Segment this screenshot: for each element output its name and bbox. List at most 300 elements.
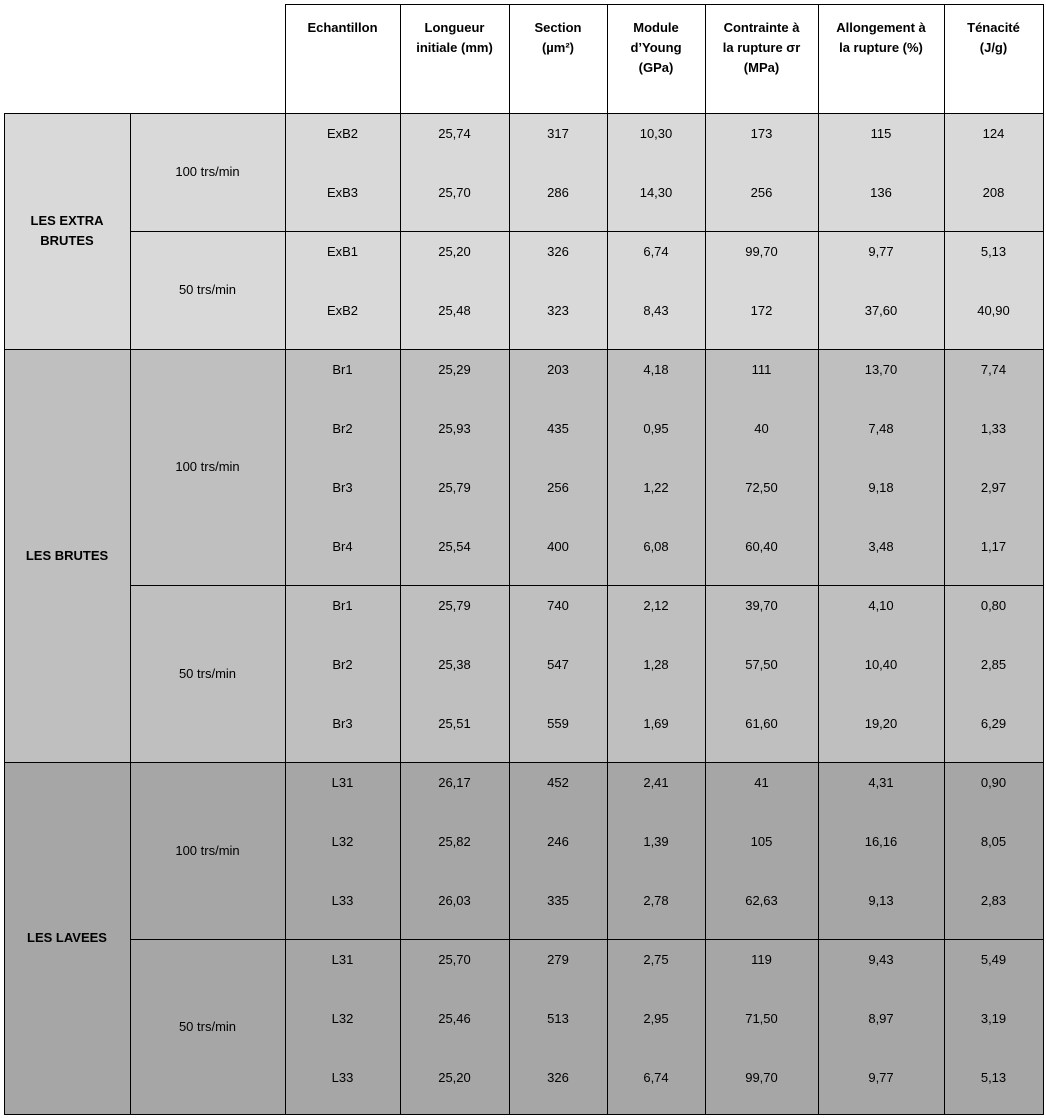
cell-text: 25,20 — [438, 244, 471, 259]
sample-cell — [285, 703, 400, 762]
header-line: (J/g) — [979, 40, 1008, 55]
value-cell — [509, 231, 607, 290]
sample-cell — [285, 408, 400, 467]
cell-text: 5,49 — [980, 952, 1007, 967]
grid-line — [818, 4, 819, 1115]
header-label — [307, 18, 377, 38]
cell-text: 279 — [547, 952, 569, 967]
cell-text: 6,08 — [643, 539, 669, 554]
header-line: Echantillon — [307, 20, 378, 35]
cell-text: 2,41 — [643, 775, 669, 790]
value-cell — [944, 939, 1043, 998]
value-cell — [944, 526, 1043, 585]
value-cell — [400, 526, 509, 585]
value-cell — [818, 644, 944, 703]
value-cell — [818, 467, 944, 526]
cell-text: 9,43 — [868, 952, 894, 967]
value-cell — [705, 762, 818, 821]
value-cell — [818, 880, 944, 939]
value-cell — [400, 113, 509, 172]
cell-text: 5,13 — [980, 1070, 1007, 1085]
cell-text: 41 — [754, 775, 769, 790]
grid-line — [285, 4, 286, 1115]
cell-text: 10,40 — [864, 657, 898, 672]
value-cell — [705, 703, 818, 762]
value-cell — [818, 821, 944, 880]
grid-line — [509, 4, 510, 1115]
cell-text: 25,46 — [438, 1011, 471, 1026]
cell-text: 7,48 — [868, 421, 894, 436]
header-longueur — [400, 4, 509, 113]
sample-cell — [285, 821, 400, 880]
cell-text: 26,17 — [438, 775, 471, 790]
value-cell — [509, 349, 607, 408]
cell-text: L31 — [331, 775, 354, 790]
value-cell — [607, 408, 705, 467]
grid-line — [4, 113, 5, 1115]
cell-text: 9,77 — [868, 244, 894, 259]
value-cell — [944, 998, 1043, 1057]
speed-label: 100 trs/min — [175, 459, 240, 474]
cell-text: 40 — [754, 421, 769, 436]
cell-text: 4,31 — [868, 775, 894, 790]
sample-cell — [285, 172, 400, 231]
value-cell — [705, 349, 818, 408]
header-line: initiale (mm) — [416, 40, 493, 55]
speed-cell — [130, 762, 285, 939]
cell-text: 1,17 — [980, 539, 1007, 554]
cell-text: 2,78 — [643, 893, 669, 908]
cell-text: 10,30 — [639, 126, 673, 141]
cell-text: ExB3 — [326, 185, 359, 200]
value-cell — [818, 290, 944, 349]
value-cell — [400, 762, 509, 821]
cell-text: 286 — [547, 185, 569, 200]
value-cell — [705, 231, 818, 290]
cell-text: 559 — [547, 716, 569, 731]
cell-text: 105 — [750, 834, 773, 849]
cell-text: 0,80 — [980, 598, 1007, 613]
cell-text: 6,74 — [643, 1070, 669, 1085]
grid-line — [705, 4, 706, 1115]
value-cell — [400, 408, 509, 467]
cell-text: 61,60 — [745, 716, 778, 731]
cell-text: 246 — [547, 834, 569, 849]
cell-text: 25,20 — [438, 1070, 471, 1085]
value-cell — [509, 172, 607, 231]
cell-text: 119 — [751, 952, 772, 967]
grid-line — [4, 762, 1044, 763]
group-label — [31, 211, 104, 251]
cell-text: L32 — [331, 834, 354, 849]
value-cell — [944, 880, 1043, 939]
cell-text: 173 — [750, 126, 773, 141]
grid-line — [130, 585, 1044, 586]
cell-text: 40,90 — [977, 303, 1010, 318]
value-cell — [818, 703, 944, 762]
cell-text: Br1 — [332, 598, 353, 613]
value-cell — [400, 585, 509, 644]
value-cell — [607, 172, 705, 231]
value-cell — [944, 172, 1043, 231]
cell-text: 740 — [547, 598, 569, 613]
cell-text: 326 — [547, 1070, 569, 1085]
header-line: la rupture σr — [722, 40, 801, 55]
header-label — [723, 18, 801, 78]
sample-cell — [285, 113, 400, 172]
value-cell — [818, 408, 944, 467]
cell-text: 0,95 — [643, 421, 669, 436]
grid-line — [4, 113, 1044, 114]
value-cell — [509, 939, 607, 998]
cell-text: 8,43 — [643, 303, 669, 318]
header-line: Allongement à — [836, 20, 926, 35]
value-cell — [944, 231, 1043, 290]
header-line: Longueur — [424, 20, 485, 35]
cell-text: 8,97 — [868, 1011, 894, 1026]
value-cell — [400, 290, 509, 349]
cell-text: 172 — [750, 303, 773, 318]
sample-cell — [285, 349, 400, 408]
value-cell — [400, 644, 509, 703]
cell-text: 72,50 — [745, 480, 778, 495]
value-cell — [400, 467, 509, 526]
cell-text: L32 — [331, 1011, 354, 1026]
cell-text: 25,51 — [438, 716, 471, 731]
value-cell — [705, 939, 818, 998]
group-cell — [4, 349, 130, 762]
grid-line — [130, 939, 1044, 940]
cell-text: Br1 — [332, 362, 353, 377]
value-cell — [607, 349, 705, 408]
cell-text: 25,54 — [438, 539, 471, 554]
value-cell — [607, 762, 705, 821]
cell-text: Br3 — [332, 480, 353, 495]
header-echantillon — [285, 4, 400, 113]
value-cell — [607, 880, 705, 939]
value-cell — [607, 585, 705, 644]
value-cell — [705, 585, 818, 644]
value-cell — [944, 408, 1043, 467]
value-cell — [509, 762, 607, 821]
speed-label: 100 trs/min — [175, 842, 240, 858]
header-line: (µm²) — [541, 40, 575, 55]
cell-text: 57,50 — [745, 657, 778, 672]
cell-text: 136 — [870, 185, 892, 200]
cell-text: Br3 — [332, 716, 353, 731]
group-line: LES BRUTES — [25, 547, 109, 563]
group-cell — [4, 113, 130, 349]
sample-cell — [285, 939, 400, 998]
value-cell — [400, 231, 509, 290]
value-cell — [400, 703, 509, 762]
cell-text: 25,79 — [438, 598, 471, 613]
cell-text: 25,48 — [438, 303, 471, 318]
grid-line — [1043, 4, 1044, 1115]
value-cell — [705, 113, 818, 172]
cell-text: 2,85 — [980, 657, 1007, 672]
value-cell — [607, 526, 705, 585]
value-cell — [705, 821, 818, 880]
cell-text: 5,13 — [980, 244, 1007, 259]
value-cell — [705, 644, 818, 703]
header-contrainte — [705, 4, 818, 113]
cell-text: 2,95 — [643, 1011, 669, 1026]
value-cell — [705, 408, 818, 467]
value-cell — [607, 1057, 705, 1114]
cell-text: 1,69 — [643, 716, 669, 731]
header-label — [836, 18, 926, 58]
cell-text: 115 — [870, 126, 892, 141]
value-cell — [607, 998, 705, 1057]
value-cell — [944, 585, 1043, 644]
value-cell — [400, 880, 509, 939]
value-cell — [400, 998, 509, 1057]
cell-text: 39,70 — [745, 598, 778, 613]
cell-text: Br4 — [332, 539, 353, 554]
cell-text: 335 — [547, 893, 569, 908]
value-cell — [818, 349, 944, 408]
value-cell — [400, 939, 509, 998]
cell-text: 0,90 — [980, 775, 1007, 790]
header-section — [509, 4, 607, 113]
sample-cell — [285, 467, 400, 526]
cell-text: 323 — [547, 303, 569, 318]
cell-text: 2,75 — [643, 952, 669, 967]
value-cell — [705, 1057, 818, 1114]
cell-text: 99,70 — [745, 1070, 778, 1085]
value-cell — [944, 821, 1043, 880]
cell-text: 203 — [547, 362, 569, 377]
cell-text: Br2 — [332, 421, 353, 436]
cell-text: 6,74 — [643, 244, 669, 259]
cell-text: 1,22 — [643, 480, 669, 495]
cell-text: 9,13 — [868, 893, 894, 908]
header-line: Contrainte à — [723, 20, 800, 35]
cell-text: 4,18 — [643, 362, 669, 377]
speed-cell — [130, 113, 285, 231]
value-cell — [509, 526, 607, 585]
value-cell — [818, 172, 944, 231]
header-module — [607, 4, 705, 113]
value-cell — [607, 821, 705, 880]
header-line: Module — [633, 20, 679, 35]
cell-text: 71,50 — [745, 1011, 778, 1026]
value-cell — [607, 939, 705, 998]
sample-cell — [285, 998, 400, 1057]
cell-text: 14,30 — [639, 185, 673, 200]
cell-text: 547 — [547, 657, 569, 672]
value-cell — [509, 585, 607, 644]
value-cell — [944, 113, 1043, 172]
header-line: la rupture (%) — [839, 40, 923, 55]
cell-text: 2,97 — [980, 480, 1007, 495]
cell-text: 256 — [547, 480, 569, 495]
cell-text: 19,20 — [864, 716, 898, 731]
cell-text: ExB1 — [326, 244, 359, 259]
value-cell — [509, 1057, 607, 1114]
cell-text: L33 — [331, 893, 354, 908]
value-cell — [944, 644, 1043, 703]
sample-cell — [285, 644, 400, 703]
value-cell — [944, 467, 1043, 526]
cell-text: ExB2 — [326, 303, 359, 318]
grid-line — [4, 1114, 1044, 1115]
cell-text: 3,48 — [868, 539, 894, 554]
grid-line — [130, 113, 131, 1115]
cell-text: 256 — [750, 185, 773, 200]
cell-text: Br2 — [332, 657, 353, 672]
value-cell — [818, 939, 944, 998]
cell-text: 25,29 — [438, 362, 471, 377]
cell-text: 25,82 — [438, 834, 471, 849]
value-cell — [705, 998, 818, 1057]
header-line: Section — [534, 20, 582, 35]
value-cell — [705, 290, 818, 349]
cell-text: 1,28 — [643, 657, 669, 672]
grid-line — [4, 349, 1044, 350]
header-line: Ténacité — [967, 20, 1020, 35]
value-cell — [818, 231, 944, 290]
cell-text: 513 — [547, 1011, 569, 1026]
sample-cell — [285, 526, 400, 585]
header-line: (GPa) — [638, 60, 674, 75]
value-cell — [509, 290, 607, 349]
value-cell — [607, 703, 705, 762]
cell-text: 111 — [751, 362, 772, 377]
group-label — [27, 928, 107, 948]
cell-text: 62,63 — [745, 893, 778, 908]
value-cell — [509, 113, 607, 172]
value-cell — [509, 408, 607, 467]
value-cell — [944, 1057, 1043, 1114]
cell-text: 2,83 — [980, 893, 1007, 908]
grid-line — [130, 231, 1044, 232]
value-cell — [509, 644, 607, 703]
grid-line — [400, 4, 401, 1115]
header-allongement — [818, 4, 944, 113]
grid-line — [607, 4, 608, 1115]
speed-label: 50 trs/min — [178, 282, 237, 297]
value-cell — [400, 172, 509, 231]
grid-line — [285, 4, 1044, 5]
cell-text: 400 — [547, 539, 569, 554]
cell-text: 25,93 — [438, 421, 471, 436]
value-cell — [509, 467, 607, 526]
value-cell — [509, 821, 607, 880]
value-cell — [607, 467, 705, 526]
cell-text: 26,03 — [438, 893, 471, 908]
value-cell — [400, 821, 509, 880]
value-cell — [944, 290, 1043, 349]
cell-text: 4,10 — [868, 598, 894, 613]
value-cell — [400, 1057, 509, 1114]
cell-text: 317 — [547, 126, 569, 141]
value-cell — [705, 467, 818, 526]
speed-cell — [130, 585, 285, 762]
group-line: LES EXTRA — [30, 213, 104, 228]
value-cell — [509, 998, 607, 1057]
cell-text: 435 — [547, 421, 569, 436]
value-cell — [944, 762, 1043, 821]
speed-label: 50 trs/min — [178, 665, 237, 681]
sample-cell — [285, 880, 400, 939]
value-cell — [705, 526, 818, 585]
cell-text: 2,12 — [643, 598, 669, 613]
value-cell — [818, 998, 944, 1057]
value-cell — [509, 880, 607, 939]
cell-text: 25,70 — [438, 185, 471, 200]
value-cell — [818, 113, 944, 172]
sample-cell — [285, 762, 400, 821]
cell-text: 25,70 — [438, 952, 471, 967]
header-line: d’Young — [630, 40, 682, 55]
value-cell — [607, 231, 705, 290]
speed-cell — [130, 939, 285, 1114]
header-label — [967, 18, 1020, 58]
sample-cell — [285, 1057, 400, 1114]
sample-cell — [285, 585, 400, 644]
group-line: BRUTES — [40, 233, 94, 248]
cell-text: 1,33 — [980, 421, 1007, 436]
header-label — [416, 18, 493, 58]
grid-line — [944, 4, 945, 1115]
value-cell — [400, 349, 509, 408]
value-cell — [607, 644, 705, 703]
cell-text: 16,16 — [864, 834, 898, 849]
cell-text: 326 — [547, 244, 569, 259]
sample-cell — [285, 231, 400, 290]
cell-text: ExB2 — [326, 126, 359, 141]
value-cell — [818, 1057, 944, 1114]
cell-text: 124 — [982, 126, 1005, 141]
cell-text: 1,39 — [643, 834, 669, 849]
header-tenacite — [944, 4, 1043, 113]
cell-text: 7,74 — [980, 362, 1007, 377]
value-cell — [944, 349, 1043, 408]
cell-text: 13,70 — [864, 362, 898, 377]
cell-text: 6,29 — [980, 716, 1007, 731]
value-cell — [944, 703, 1043, 762]
value-cell — [705, 880, 818, 939]
cell-text: 60,40 — [745, 539, 778, 554]
cell-text: L33 — [331, 1070, 354, 1085]
header-label — [535, 18, 582, 58]
speed-cell — [130, 349, 285, 585]
cell-text: 25,79 — [438, 480, 471, 495]
cell-text: 37,60 — [864, 303, 898, 318]
cell-text: 9,18 — [868, 480, 894, 495]
cell-text: 25,38 — [438, 657, 471, 672]
sample-cell — [285, 290, 400, 349]
value-cell — [818, 585, 944, 644]
group-label — [26, 546, 108, 566]
value-cell — [607, 113, 705, 172]
cell-text: 9,77 — [868, 1070, 894, 1085]
header-label — [630, 18, 681, 78]
header-line: (MPa) — [743, 60, 780, 75]
value-cell — [818, 762, 944, 821]
cell-text: 3,19 — [980, 1011, 1007, 1026]
speed-label: 50 trs/min — [178, 1018, 237, 1034]
cell-text: 452 — [547, 775, 569, 790]
group-line: LES LAVEES — [27, 930, 107, 945]
group-cell — [4, 762, 130, 1114]
value-cell — [607, 290, 705, 349]
cell-text: 208 — [982, 185, 1005, 200]
cell-text: 99,70 — [745, 244, 778, 259]
cell-text: 25,74 — [438, 126, 471, 141]
